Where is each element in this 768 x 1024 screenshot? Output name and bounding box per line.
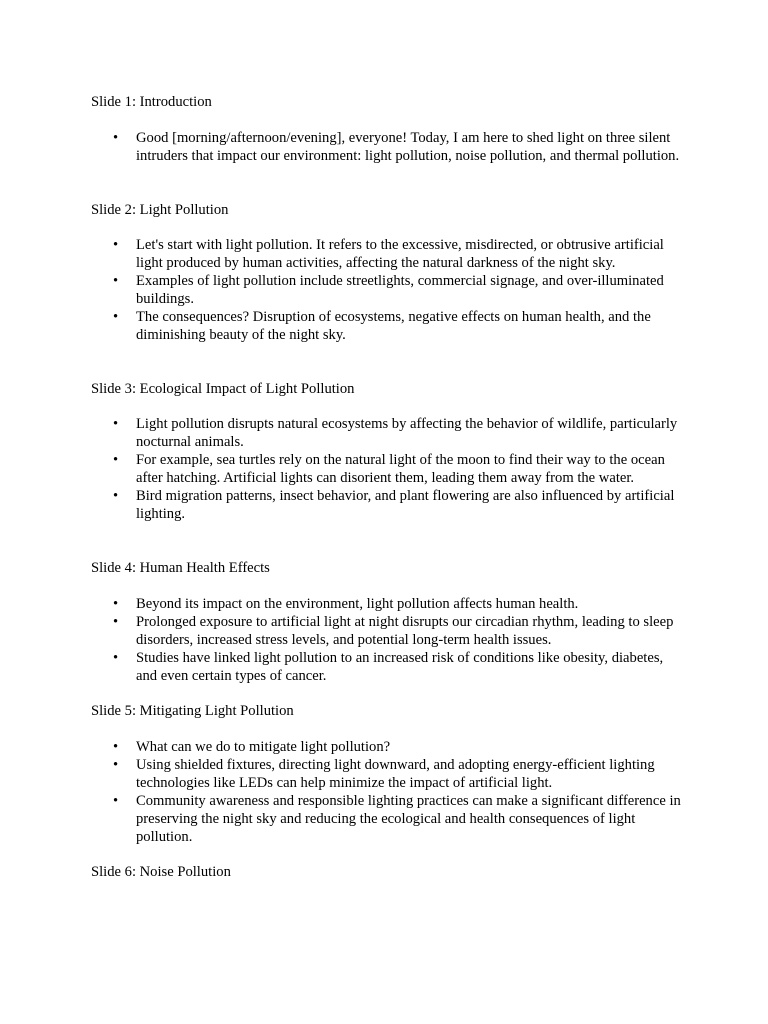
bullet-icon: • (113, 130, 119, 146)
list-item (91, 130, 681, 166)
slide-1-heading: Slide 1: Introduction (91, 94, 212, 110)
list-item (91, 488, 681, 524)
list-item (91, 237, 681, 273)
slide-1-bullet-list (91, 130, 681, 166)
bullet-icon: • (113, 451, 119, 468)
slide-3-bullet-list (91, 416, 681, 523)
bullet-text: Studies have linked light pollution to an increased risk of conditions like obesity, diabetes, and even certain types of cancer. (136, 649, 664, 684)
list-item (91, 757, 681, 793)
bullet-text: Light pollution disrupts natural ecosystems by affecting the behavior of wildlife, particularly nocturnal animals. (136, 416, 678, 450)
bullet-icon: • (113, 739, 119, 755)
list-item (91, 416, 681, 452)
bullet-text: What can we do to mitigate light pollution? (136, 739, 391, 755)
bullet-text: Beyond its impact on the environment, light pollution affects human health. (136, 596, 579, 612)
bullet-text: Good [morning/afternoon/evening], everyone! Today, I am here to shed light on three silent intruders that impact our environment: light pollution, noise pollution, and thermal pollution. (136, 130, 680, 164)
bullet-icon: • (113, 649, 119, 666)
slide-2-heading: Slide 2: Light Pollution (91, 202, 229, 218)
slide-4-heading: Slide 4: Human Health Effects (91, 560, 270, 576)
list-item (91, 614, 681, 650)
list-item (91, 650, 681, 686)
bullet-text: Community awareness and responsible lighting practices can make a significant difference in preserving the night sky and reducing the ecological and health consequences of light pollution. (136, 792, 681, 845)
bullet-icon: • (113, 272, 119, 289)
bullet-icon: • (113, 596, 119, 612)
bullet-text: For example, sea turtles rely on the natural light of the moon to find their way to the ocean after hatching. Artificial lights can disorient them, leading them away from the water. (136, 451, 665, 486)
slide-2-bullet-list (91, 237, 681, 344)
slide-3-heading: Slide 3: Ecological Impact of Light Pollution (91, 381, 355, 397)
list-item (91, 273, 681, 309)
slide-6-heading: Slide 6: Noise Pollution (91, 864, 231, 880)
bullet-text: Using shielded fixtures, directing light downward, and adopting energy-efficient lighting technologies like LEDs can help minimize the impact of artificial light. (136, 756, 655, 791)
list-item (91, 452, 681, 488)
bullet-text: Prolonged exposure to artificial light at night disrupts our circadian rhythm, leading to sleep disorders, increased stress levels, and potential long-term health issues. (136, 613, 674, 648)
bullet-icon: • (113, 237, 119, 253)
list-item (91, 793, 681, 847)
list-item (91, 596, 681, 614)
bullet-icon: • (113, 756, 119, 773)
slide-5-bullet-list (91, 739, 681, 846)
bullet-text: Let's start with light pollution. It refers to the excessive, misdirected, or obtrusive artificial light produced by human activities, affecting the natural darkness of the night sky. (136, 237, 664, 271)
bullet-text: The consequences? Disruption of ecosystems, negative effects on human health, and the diminishing beauty of the night sky. (136, 308, 651, 343)
bullet-text: Bird migration patterns, insect behavior, and plant flowering are also influenced by artificial lighting. (136, 487, 675, 522)
bullet-icon: • (113, 613, 119, 630)
bullet-icon: • (113, 416, 119, 432)
list-item (91, 739, 681, 757)
slide-4-bullet-list (91, 596, 681, 686)
list-item (91, 309, 681, 345)
bullet-icon: • (113, 308, 119, 325)
bullet-icon: • (113, 487, 119, 504)
slide-5-heading: Slide 5: Mitigating Light Pollution (91, 703, 294, 719)
bullet-icon: • (113, 792, 119, 809)
bullet-text: Examples of light pollution include streetlights, commercial signage, and over-illuminated buildings. (136, 272, 664, 307)
